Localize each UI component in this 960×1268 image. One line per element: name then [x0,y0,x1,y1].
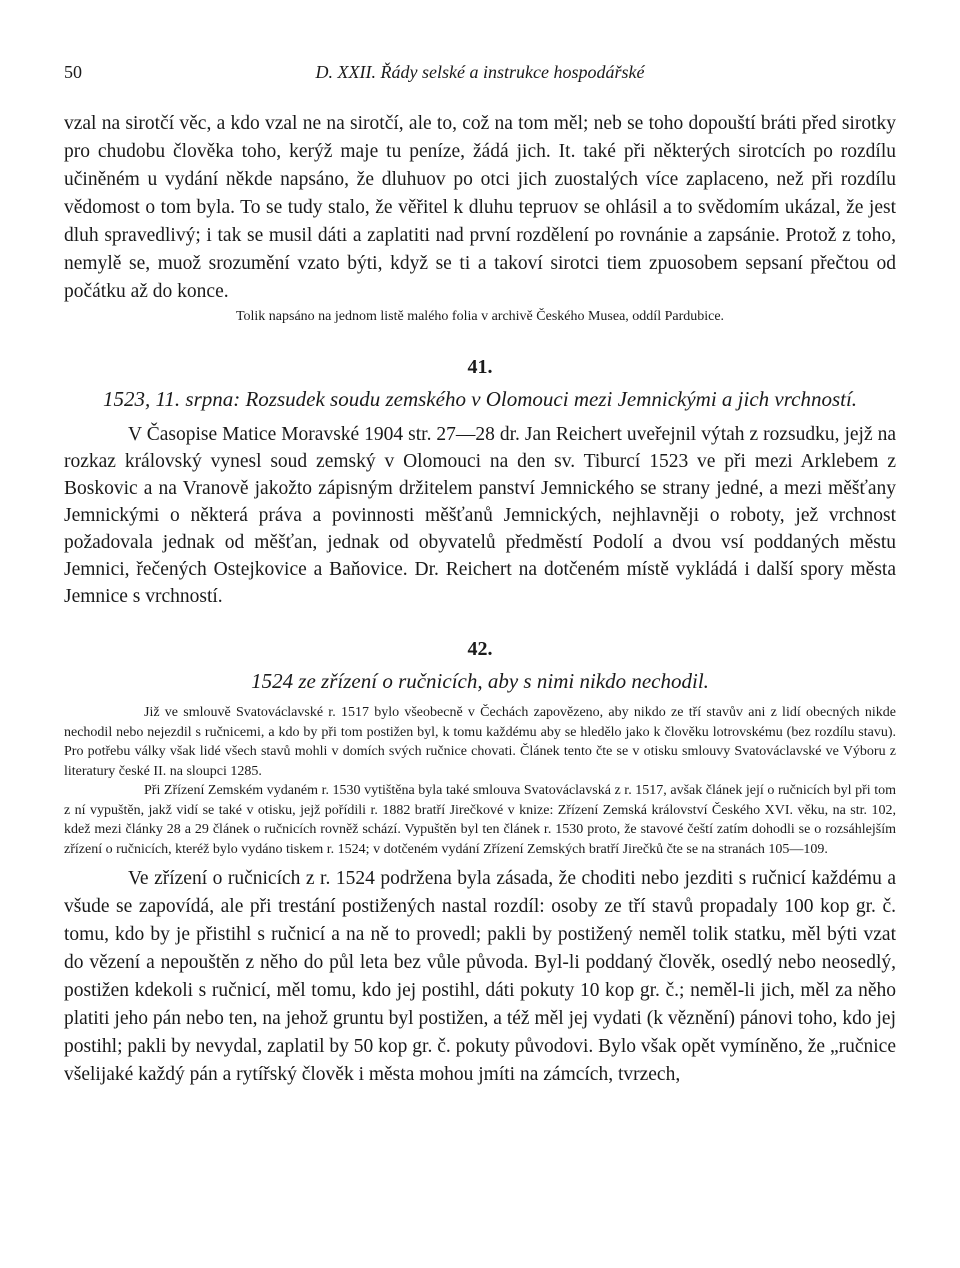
document-42-note-1: Již ve smlouvě Svatováclavské r. 1517 bylo všeobecně v Čechách zapovězeno, aby nikdo ze tří stavův ani z lidí obecných nikde nechodil nebo nejezdil s ručnicemi, a kdo by při tom postižen byl, k tomu každému aby se hledělo jako k člověku lotrovskému (bez rozdílu stavu). Pro potřebu války však lidé všech stavů mohli v domích svých ručnice chovati. Článek tento čte se v otisku smlouvy Svatováclavské ve Výboru z literatury české II. na sloupci 1285. [64,705,896,779]
page-header [64,62,896,86]
source-note: Tolik napsáno na jednom listě malého folia v archivě Českého Musea, oddíl Pardubice. [235,309,725,324]
continuation-paragraph: vzal na sirotčí věc, a kdo vzal ne na sirotčí, ale to, což na tom měl; neb se toho dopouští bráti před sirotky pro chudobu člověka toho, kerýž maje tu peníze, žádá jich. It. také při některých sirotcích po rozdílu učiněném u vydání někde napsáno, že dluhuov po otci jich zuostalých více zaplaceno, než při rozdílu vědomost o tom byla. To se tudy stalo, že věřitel k dluhu tepruov se ohlásil a to svědomím ukázal, že jest dluh spravedlivý; i tak se musil dáti a zaplatiti nad první rozdělení po rovnánie a zapsánie. Protož z toho, nemylě se, muož srozumění vzato býti, když se ti a takoví sirotci tiem zpuosobem sepsaní přečtou od počátku až do konce. [64,113,896,302]
document-number-41: 41. [467,356,493,378]
page-number: 50 [64,62,82,82]
page-body [64,110,896,1089]
running-title: D. XXII. Řády selské a instrukce hospodářské [315,62,645,82]
document-42-note-2: Při Zřízení Zemském vydaném r. 1530 vytištěna byla také smlouva Svatováclavská z r. 1517, avšak článek její o ručnicích byl při tom z ní vypuštěn, jakž vidí se také v otisku, jejž pořídili r. 1882 bratří Jirečkové v knize: Zřízení Zemská království Českého XVI. věku, na str. 102, kdež mezi články 28 a 29 článek o ručnicích rovněž schází. Vypuštěn byl ten článek r. 1530 proto, že stavové čeští zatím dohodli se o rozsáhlejším zřízení o ručnicích, kteréž bylo vydáno tiskem r. 1524; v dotčeném vydání Zřízení Zemských bratří Jirečků čte se na stranách 105—109. [64,783,896,857]
document-42-paragraph: Ve zřízení o ručnicích z r. 1524 podržena byla zásada, že choditi nebo jezditi s ručnicí každému a všude se zapovídá, ale při trestání postižených nastal rozdíl: osoby ze tří stavů propadaly 100 kop gr. č. tomu, kdo by je přistihl s ručnicí a na ně to provedl; pakli by postižený neměl tolik statku, měl býti vzat do vězení a nepouštěn z něho do půl leta bez vůle původa. Byl-li poddaný člověk, osedlý nebo neosedlý, postižen kdekoli s ručnicí, měl tomu, kdo jej postihl, dáti pokuty 10 kop gr. č.; neměl-li jich, měl za něho platiti jeho pán nebo ten, na jehož gruntu byl postižen, a též měl jej vydati (k věznění) pánovi toho, kdo jej postihl; pakli by nevydal, zaplatil by 50 kop gr. č. pokuty původovi. Bylo však opět vymíněno, že „ručnice všelijaké každý pán a rytířský člověk i města mohou jmíti na zámcích, tvrzech, [64,868,896,1085]
document-number-42: 42. [467,638,493,660]
document-41-paragraph: V Časopise Matice Moravské 1904 str. 27—28 dr. Jan Reichert uveřejnil výtah z rozsudku, jejž na rozkaz královský vynesl soud zemský v Olomouci na den sv. Tiburcí 1523 ve při mezi Arklebem z Boskovic a na Vranově jakožto zápisným držitelem panství Jemnického se strany jedné, a mezi měšťany Jemnickými o některá práva a povinnosti měšťanů Jemnických, nejhlavněji o roboty, jež vrchnost požadovala jednak od měšťan, jednak od obyvatelů předměstí Podolí a dvou vsí poddaných městu Jemnici, řečených Ostejkovice a Baňovice. Dr. Reichert na dotčeném místě vykládá i další spory města Jemnice s vrchností. [64,424,896,607]
document-title-41: 1523, 11. srpna: Rozsudek soudu zemského v Olomouci mezi Jemnickými a jich vrchností. [102,387,858,411]
document-title-42: 1524 ze zřízení o ručnicích, aby s nimi nikdo nechodil. [251,669,709,693]
